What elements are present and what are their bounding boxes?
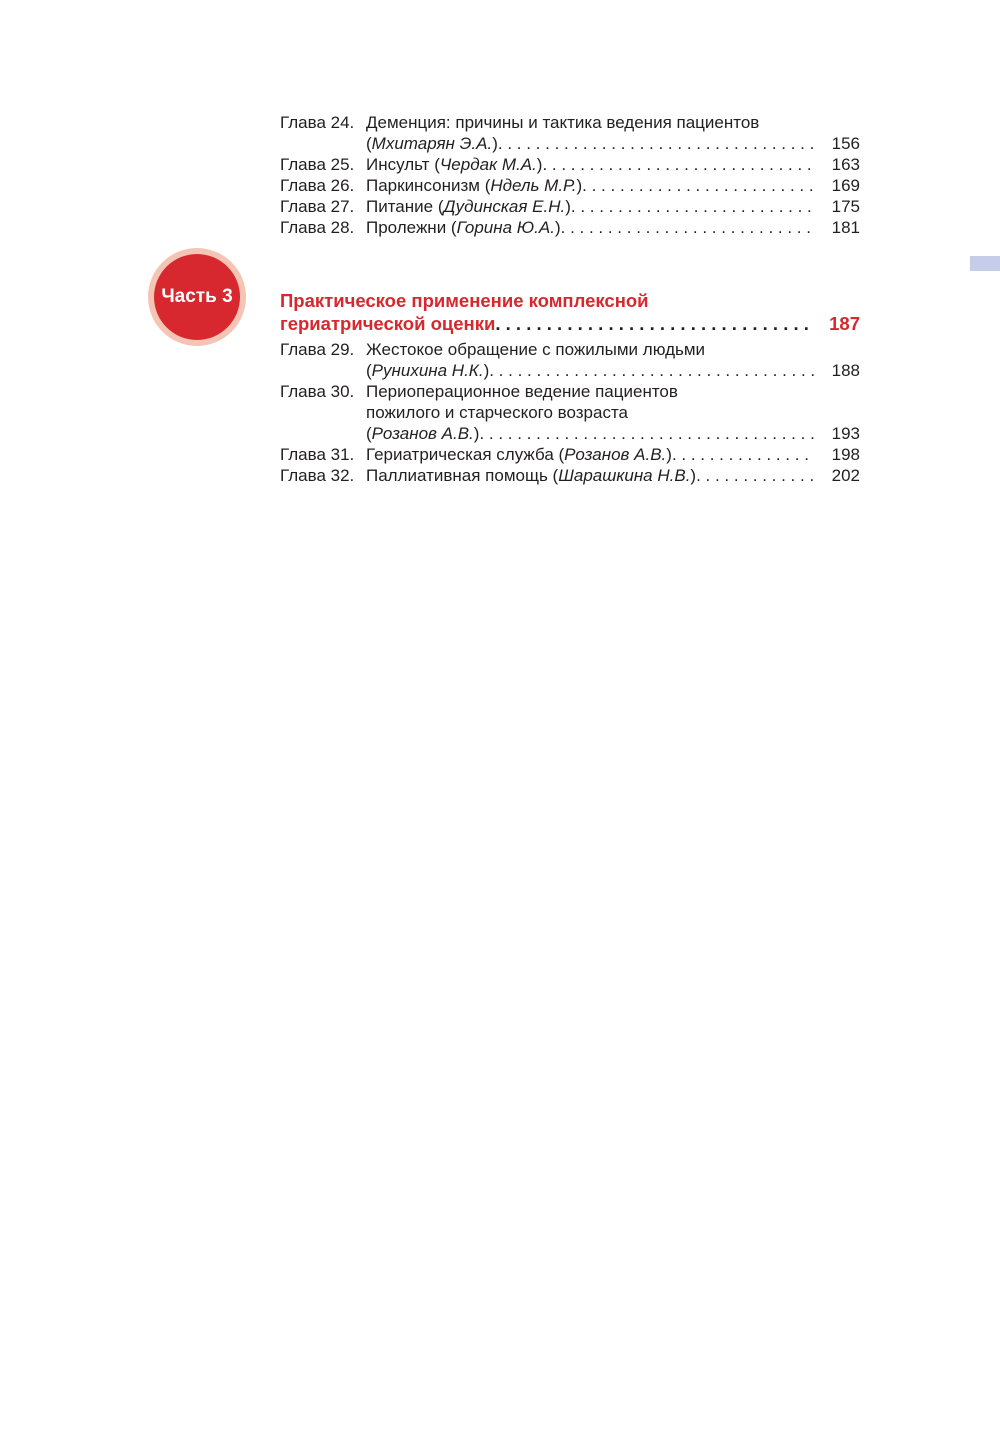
- chapter-label: Глава 31.: [280, 445, 355, 464]
- chapter-title: Периоперационное ведение пациентов: [366, 382, 678, 401]
- leader-dots: [479, 423, 814, 444]
- chapter-author: Розанов А.В.: [371, 424, 474, 443]
- part-title-line-2: гериатрической оценки: [280, 313, 496, 334]
- chapter-page: 156: [831, 134, 860, 153]
- chapter-title-continued: пожилого и старческого возраста: [366, 403, 629, 422]
- leader-dots: [495, 312, 810, 335]
- leader-dots: [489, 360, 814, 381]
- toc-entry-chapter-31[interactable]: Глава 31. Гериатрическая служба (Розанов А.В.) . . . 198: [280, 444, 860, 465]
- chapter-author: Рунихина Н.К.: [371, 361, 484, 380]
- chapter-label: Глава 32.: [280, 466, 355, 485]
- part-title-line-1: Практическое применение комплексной: [280, 290, 649, 311]
- toc-entry-chapter-24[interactable]: Глава 24. Деменция: причины и тактика ведения пациентов (Мхитарян Э.А.) . . . 156: [280, 112, 860, 154]
- toc-entry-chapter-30[interactable]: Глава 30. Периоперационное ведение пациентов пожилого и старческого возраста (Розанов А.В.) . . . 193: [280, 381, 860, 444]
- toc-part-heading[interactable]: [280, 289, 860, 335]
- chapter-author: Ндель М.Р.: [490, 176, 577, 195]
- section-tab-marker: [970, 256, 1000, 271]
- leader-dots: [498, 133, 814, 154]
- leader-dots: [582, 175, 814, 196]
- chapter-title: Гериатрическая служба: [366, 445, 554, 464]
- chapter-author: Дудинская Е.Н.: [443, 197, 566, 216]
- chapter-label: Глава 25.: [280, 155, 355, 174]
- chapter-page: 169: [831, 176, 860, 195]
- toc-entry-chapter-26[interactable]: Глава 26. Паркинсонизм (Ндель М.Р.) . . . 169: [280, 175, 860, 196]
- chapter-author: Горина Ю.А.: [456, 218, 555, 237]
- toc-entry-chapter-25[interactable]: Глава 25. Инсульт (Чердак М.А.) . . . 163: [280, 154, 860, 175]
- chapter-page: 163: [831, 155, 860, 174]
- chapter-label: Глава 27.: [280, 197, 355, 216]
- chapter-label: Глава 28.: [280, 218, 355, 237]
- chapter-title: Паллиативная помощь: [366, 466, 548, 485]
- leader-dots: [561, 217, 814, 238]
- chapter-title: Питание: [366, 197, 434, 216]
- chapter-page: 193: [831, 424, 860, 443]
- chapter-page: 181: [831, 218, 860, 237]
- toc-entry-chapter-28[interactable]: Глава 28. Пролежни (Горина Ю.А.) . . . 181: [280, 217, 860, 238]
- chapter-page: 202: [831, 466, 860, 485]
- chapter-author: Мхитарян Э.А.: [371, 134, 493, 153]
- leader-dots: [696, 465, 814, 486]
- chapter-label: Глава 26.: [280, 176, 355, 195]
- part-badge: Часть 3: [154, 254, 240, 340]
- chapter-title: Жестокое обращение с пожилыми людьми: [366, 340, 706, 359]
- toc-entry-chapter-29[interactable]: Глава 29. Жестокое обращение с пожилыми людьми (Рунихина Н.К.) . . . 188: [280, 339, 860, 381]
- chapter-label: Глава 24.: [280, 113, 355, 132]
- chapter-page: 175: [831, 197, 860, 216]
- chapter-title: Паркинсонизм: [366, 176, 480, 195]
- toc-entry-chapter-32[interactable]: Глава 32. Паллиативная помощь (Шарашкина Н.В.) . . . 202: [280, 465, 860, 486]
- chapter-title: Инсульт: [366, 155, 430, 174]
- chapter-label: Глава 30.: [280, 382, 355, 401]
- chapter-page: 188: [831, 361, 860, 380]
- toc-chapters-24-28: [280, 112, 860, 238]
- toc-chapters-29-32: [280, 339, 860, 486]
- leader-dots: [542, 154, 814, 175]
- chapter-title: Пролежни: [366, 218, 447, 237]
- chapter-author: Чердак М.А.: [439, 155, 537, 174]
- chapter-page: 198: [831, 445, 860, 464]
- leader-dots: [571, 196, 814, 217]
- part-page: 187: [829, 313, 860, 334]
- chapter-title: Деменция: причины и тактика ведения пациентов: [366, 113, 760, 132]
- chapter-label: Глава 29.: [280, 340, 355, 359]
- chapter-author: Шарашкина Н.В.: [558, 466, 691, 485]
- leader-dots: [672, 444, 814, 465]
- toc-entry-chapter-27[interactable]: Глава 27. Питание (Дудинская Е.Н.) . . . 175: [280, 196, 860, 217]
- chapter-author: Розанов А.В.: [564, 445, 667, 464]
